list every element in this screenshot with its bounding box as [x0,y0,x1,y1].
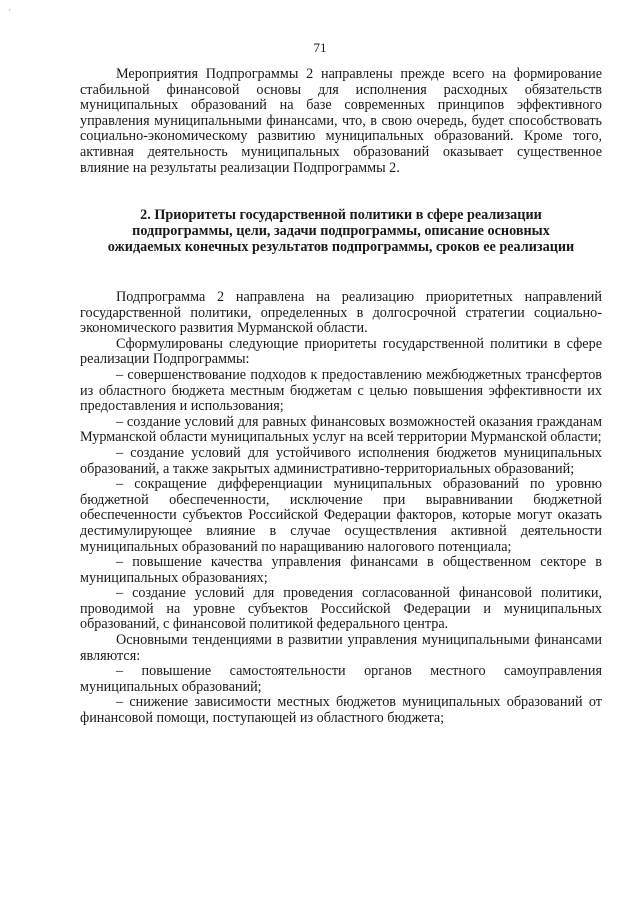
scan-mark: ˊ [8,8,11,18]
list-item: – создание условий для проведения согласованной финансовой политики, проводимой на уровне субъектов Российской Федерации и муниципальных образований, с финансовой политикой федерального центра. [80,585,602,633]
list-item: – совершенствование подходов к предоставлению межбюджетных трансфертов из областного бюджета местным бюджетам с целью повышения эффективности их предоставления и использования; [80,366,602,415]
list-item: – повышение самостоятельности органов местного самоуправления муниципальных образований; [80,663,602,695]
paragraph: Сформулированы следующие приоритеты государственной политики в сфере реализации Подпрограммы: [80,335,602,368]
paragraph: Подпрограмма 2 направлена на реализацию приоритетных направлений государственной политики, определенных в долгосрочной стратегии социально-экономического развития Мурманской области. [80,289,602,337]
section-heading: 2. Приоритеты государственной политики в сфере реализации подпрограммы, цели, задачи подпрограммы, описание основных ожидаемых конечных результатов подпрограммы, сроков ее реализации [107,207,575,255]
list-item: – снижение зависимости местных бюджетов муниципальных образований от финансовой помощи, поступающей из областного бюджета; [80,694,602,727]
list-item: – создание условий для устойчивого исполнения бюджетов муниципальных образований, а также закрытых административно-территориальных образований; [80,444,602,477]
intro-paragraph: Мероприятия Подпрограммы 2 направлены прежде всего на формирование стабильной финансовой основы для исполнения расходных обязательств муниципальных образований на базе современных принципов эффективного управления муниципальными финансами, что, в свою очередь, будет способствовать социально-экономическому развитию муниципальных образований. Кроме того, активная деятельность муниципальных образований оказывает существенное влияние на результаты реализации Подпрограммы 2. [80,66,602,176]
paragraph: Основными тенденциями в развитии управления муниципальными финансами являются: [80,632,602,664]
list-item: – создание условий для равных финансовых возможностей оказания гражданам Мурманской области муниципальных услуг на всей территории Мурманской области; [80,413,602,446]
list-item: – сокращение дифференциации муниципальных образований по уровню бюджетной обеспеченности, исключение при выравнивании бюджетной обеспеченности субъектов Российской Федерации факторов, которые могут оказать дестимулирующее влияние в случае осуществления активной деятельности муниципальных образований по наращиванию налогового потенциала; [80,476,602,555]
page-number: 71 [313,40,327,55]
body-text [80,290,602,727]
list-item: – повышение качества управления финансами в общественном секторе в муниципальных образованиях; [80,554,602,586]
